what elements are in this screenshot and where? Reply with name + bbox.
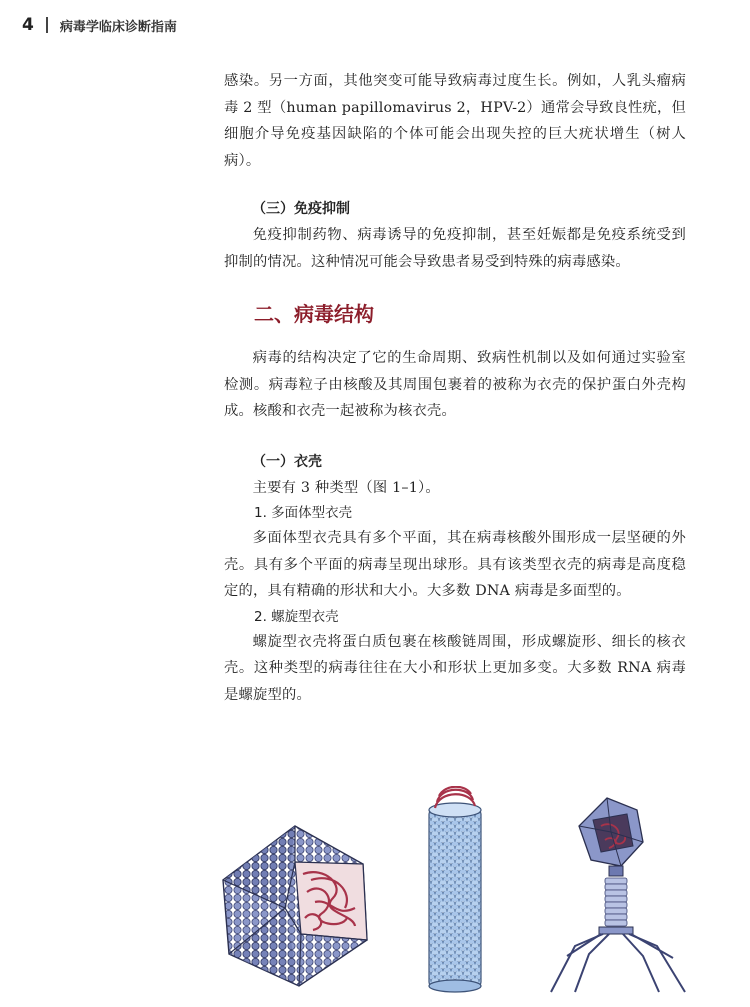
helical-capsid-illustration — [415, 786, 495, 996]
page-header — [22, 12, 177, 38]
item-heading-helical: 2. 螺旋型衣壳 — [254, 608, 339, 625]
page-body — [224, 68, 686, 708]
complex-capsid-illustration — [545, 796, 695, 996]
section-heading-virus-structure: 二、病毒结构 — [254, 302, 374, 326]
helical-paragraph: 螺旋型衣壳将蛋白质包裹在核酸链周围，形成螺旋形、细长的核衣壳。这种类型的病毒往往在大小和形状上更加多变。大多数 RNA 病毒是螺旋型的。 — [224, 633, 686, 703]
immunosuppression-paragraph: 免疫抑制药物、病毒诱导的免疫抑制，甚至妊娠都是免疫系统受到抑制的情况。这种情况可能会导致患者易受到特殊的病毒感染。 — [224, 227, 686, 270]
subsection-heading-immunosuppression: （三）免疫抑制 — [252, 201, 350, 217]
polyhedral-paragraph: 多面体型衣壳具有多个平面，其在病毒核酸外围形成一层坚硬的外壳。具有多个平面的病毒呈现出球形。具有该类型衣壳的病毒是高度稳定的，具有精确的形状和大小。大多数 DNA 病毒是多面型的。 — [224, 530, 686, 599]
item-heading-polyhedral: 1. 多面体型衣壳 — [254, 505, 353, 521]
capsid-types-figure — [205, 782, 705, 1007]
virus-structure-paragraph: 病毒的结构决定了它的生命周期、致病性机制以及如何通过实验室检测。病毒粒子由核酸及其周围包裹着的被称为衣壳的保护蛋白外壳构成。核酸和衣壳一起被称为核衣壳。 — [224, 350, 686, 419]
intro-paragraph: 感染。另一方面，其他突变可能导致病毒过度生长。例如，人乳头瘤病毒 2 型（human papillomavirus 2，HPV-2）通常会导致良性疣，但细胞介导免疫基因缺陷的个体可能会出现失控的巨大疣状增生（树人病）。 — [224, 73, 686, 169]
polyhedral-capsid-illustration — [215, 822, 375, 992]
capsid-intro: 主要有 3 种类型（图 1–1）。 — [252, 479, 440, 496]
header-divider — [46, 17, 48, 33]
subsection-heading-capsid: （一）衣壳 — [252, 453, 322, 470]
running-title: 病毒学临床诊断指南 — [59, 19, 177, 35]
page-number: 4 — [22, 15, 34, 35]
